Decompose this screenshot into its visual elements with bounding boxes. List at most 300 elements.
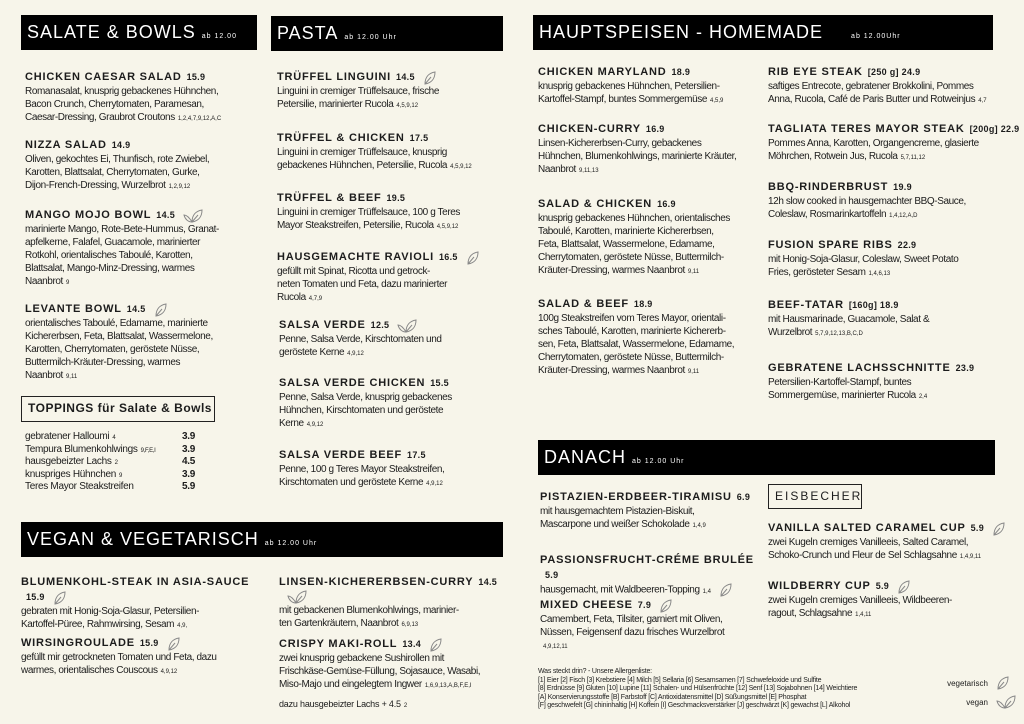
item-allergens: 1,2,9,12 (168, 184, 191, 190)
item-name: LINSEN-KICHERERBSEN-CURRY (279, 576, 474, 588)
description-text: Schoko-Crunch und Fleur de Sel Schlagsahne (768, 550, 957, 561)
item-name: MIXED CHEESE (540, 599, 633, 611)
menu-item (279, 318, 502, 361)
item-price: 14.5 (396, 72, 415, 82)
description-text: zwei Kugeln cremiges Vanilleeis, Salted Caramel, (768, 537, 969, 548)
item-description-line (540, 505, 764, 518)
item-description-line (279, 404, 502, 417)
item-description-line (25, 223, 265, 236)
item-allergens: 9,11 (687, 269, 700, 275)
item-allergens: 4,5,9,12 (436, 224, 459, 230)
item-description-line (538, 137, 764, 150)
item-allergens: 6,9,13 (401, 622, 419, 628)
description-text: sen, Feta, Blattsalat, Wassermelone, Edamame, (538, 339, 735, 350)
item-allergens: 4,7,9 (308, 296, 323, 302)
description-text: Kerne (279, 418, 304, 429)
item-price: 7.9 (637, 600, 652, 610)
item-allergens: 9,11 (687, 369, 700, 375)
item-description-line (279, 617, 514, 632)
item-price: 15.9 (186, 72, 206, 82)
item-description-line (277, 85, 502, 98)
description-text: saftiges Entrecote, gebratener Brokkolini, Pommes (768, 81, 974, 92)
description-text: Karotten, Cherrytomaten, geröstete Nüsse, (25, 344, 200, 355)
item-description-line (25, 166, 265, 179)
item-title-row (277, 70, 502, 85)
menu-item (277, 131, 502, 174)
item-allergens: 1,4,9 (692, 523, 706, 529)
item-name: TRÜFFEL LINGUINI (277, 71, 392, 83)
vegan-leaf-icon (996, 695, 1016, 709)
description-text: Anna, Rucola, Café de Paris Butter und Rotweinjus (768, 94, 976, 105)
item-description-line (768, 313, 1020, 326)
description-text: Oliven, gekochtes Ei, Thunfisch, rote Zwiebel, (25, 154, 210, 165)
description-text: Feta, Blattsalat, Wassermelone, Edamame, (538, 239, 715, 250)
legend-vegetarisch (947, 676, 1016, 690)
item-title-row (768, 361, 1020, 376)
vegetarisch-leaf-icon (53, 591, 73, 605)
item-description-line (25, 262, 265, 275)
description-text: Möhrchen, Rotwein Jus, Rucola (768, 151, 898, 162)
item-description-line (25, 153, 265, 166)
item-price: 5.9 (970, 523, 985, 533)
item-price: 14.5 (478, 577, 498, 587)
description-text: Rucola (277, 292, 306, 303)
item-name: SALAD & BEEF (538, 298, 629, 310)
menu-item (540, 553, 764, 599)
item-description-line (540, 613, 764, 626)
description-text: Bacon Crunch, Cherrytomaten, Paramesan, (25, 99, 204, 110)
item-description-line (768, 80, 1020, 93)
allergen-list (538, 668, 857, 711)
item-description-line (279, 346, 502, 361)
menu-item (768, 65, 1020, 108)
item-allergens: 4,9,12 (160, 669, 178, 675)
item-price: 6.9 (736, 492, 751, 502)
topping-row (25, 469, 215, 483)
item-allergens: 1,2,4,7,9,12,A,C (177, 116, 222, 122)
item-description-line (25, 275, 265, 290)
item-allergens: 9,11 (65, 374, 78, 380)
item-price: 18.9 (633, 299, 653, 309)
description-text: Nüssen, Feigensenf dazu frisches Wurzelbrot (540, 627, 725, 638)
item-description-line (768, 389, 1020, 404)
item-allergens: 1,6,9,13,A,B,F,E,I (424, 683, 472, 689)
topping-row (25, 481, 215, 495)
allergen-heading: Was steckt drin? - Unsere Allergenliste: (538, 668, 652, 675)
vegetarisch-leaf-icon (992, 522, 1012, 536)
menu-item (25, 70, 265, 126)
item-price: 16.5 (438, 252, 458, 262)
item-description-line (277, 219, 502, 234)
item-description-line (540, 626, 764, 639)
item-allergens: 4,9,12 (347, 351, 364, 357)
vegetarisch-leaf-icon (897, 580, 917, 594)
salate-header (21, 15, 257, 50)
description-text: Hühnchen, Kirschtomaten und geröstete (279, 405, 444, 416)
item-price: 14.9 (111, 140, 131, 150)
description-text: Linguini in cremiger Trüffelsauce, 100 g Teres (277, 207, 461, 218)
menu-item (768, 122, 1020, 165)
item-title-row (768, 65, 1020, 80)
description-text: Naanbrot (538, 164, 576, 175)
description-text: Caesar-Dressing, Graubrot Croutons (25, 112, 175, 123)
section-time: ab 12.00 Uhr (344, 34, 397, 41)
item-description-line (277, 291, 502, 306)
item-description-line (768, 376, 1020, 389)
description-text: zwei knusprig gebackene Sushirollen mit (279, 653, 445, 664)
item-description-line (768, 137, 1020, 150)
item-name: GEBRATENE LACHSSCHNITTE (768, 362, 951, 374)
item-name: CHICKEN CAESAR SALAD (25, 71, 182, 83)
item-price: [160g] 18.9 (848, 300, 899, 310)
item-extra (279, 698, 514, 713)
item-description-line (768, 253, 1020, 266)
description-text: zwei Kugeln cremiges Vanilleeis, Wildbeeren- (768, 595, 952, 606)
item-description-line (768, 536, 1020, 549)
item-allergens: 1,4,9,11 (959, 554, 982, 560)
item-description-line (538, 325, 764, 338)
description-text: Hühnchen, Blumenkohlwings, marinierte Kräuter, (538, 151, 737, 162)
item-description-line (768, 594, 1020, 607)
topping-row (25, 431, 215, 445)
section-title: SALATE & BOWLS (27, 22, 196, 42)
description-text: Buttermilch-Kräuter-Dressing, warmes (25, 357, 181, 368)
section-time: ab 12.00Uhr (851, 33, 901, 40)
description-text: apfelkerne, Falafel, Guacamole, marinierter (25, 237, 201, 248)
item-price: 14.5 (156, 210, 175, 220)
item-allergens: 1,4,6,13 (868, 271, 891, 277)
description-text: sches Taboulé, Karotten, marinierte Kichererb- (538, 326, 726, 337)
menu-item (277, 191, 502, 234)
item-title-row (538, 65, 764, 80)
item-name: MANGO MOJO BOWL (25, 209, 152, 221)
section-title: PASTA (277, 23, 339, 43)
extra-text: dazu hausgebeizter Lachs + 4.5 (279, 699, 401, 709)
item-description-line (768, 93, 1020, 108)
item-description-line (25, 236, 265, 249)
item-title-row (279, 448, 502, 463)
item-description-line (538, 312, 764, 325)
item-description-line (538, 163, 764, 178)
item-name: RIB EYE STEAK (768, 66, 863, 78)
section-time: ab 12.00 Uhr (632, 458, 685, 465)
description-text: mit Hausmarinade, Guacamole, Salat & (768, 314, 930, 325)
item-price: 15.9 (139, 638, 159, 648)
menu-item (540, 598, 764, 654)
item-title-row (25, 302, 265, 317)
item-price: [250 g] 24.9 (867, 67, 921, 77)
item-allergens: 5,7,11,12 (900, 155, 926, 161)
item-price: 16.9 (645, 124, 665, 134)
vegan-leaf-icon (397, 319, 417, 333)
item-price: 14.5 (126, 304, 146, 314)
item-description-line (21, 651, 273, 664)
item-price: 12.5 (370, 320, 390, 330)
item-description-line (21, 618, 273, 633)
toppings-title: TOPPINGS für Salate & Bowls (21, 396, 215, 422)
item-description-line (538, 364, 764, 379)
item-name: TRÜFFEL & CHICKEN (277, 132, 405, 144)
item-name: BLUMENKOHL-STEAK IN ASIA-SAUCE (21, 576, 250, 588)
item-allergens: 4,9,12 (426, 481, 443, 487)
description-text: Camembert, Feta, Tilsiter, garniert mit Oliven, (540, 614, 723, 625)
item-name: SALSA VERDE (279, 319, 366, 331)
menu-item (768, 521, 1020, 564)
item-description-line (25, 179, 265, 194)
description-text: gebraten mit Honig-Soja-Glasur, Petersilien- (21, 606, 200, 617)
item-description-line (768, 208, 1020, 223)
description-text: gefüllt mir getrockneten Tomaten und Feta, dazu (21, 652, 217, 663)
description-text: Penne, Salsa Verde, knusprig gebackenes (279, 392, 452, 403)
description-text: Mascarpone und weißer Schokolade (540, 519, 690, 530)
description-text: marinierte Mango, Rote-Bete-Hummus, Granat- (25, 224, 219, 235)
topping-name: Tempura Blumenkohlwings (25, 443, 138, 455)
menu-item (25, 302, 265, 384)
legend-vegan (966, 695, 1016, 709)
menu-item (25, 138, 265, 194)
description-text: Naanbrot (25, 370, 63, 381)
description-text: Mayor Steakstreifen, Petersilie, Rucola (277, 220, 434, 231)
item-title-row (21, 575, 273, 605)
item-price: 18.9 (671, 67, 691, 77)
danach-header (538, 440, 995, 475)
menu-item (277, 250, 502, 306)
item-price: 15.9 (26, 592, 45, 602)
description-text: ragout, Schlagsahne (768, 608, 853, 619)
extra-allergens: 2 (403, 703, 408, 709)
item-name: SALSA VERDE CHICKEN (279, 377, 426, 389)
menu-item (768, 579, 1020, 622)
item-description-line (277, 159, 502, 174)
description-text: Frischkäse-Gemüse-Füllung, Sojasauce, Wasabi, (279, 666, 481, 677)
description-text: Penne, 100 g Teres Mayor Steakstreifen, (279, 464, 445, 475)
item-description-line (279, 665, 514, 678)
topping-price: 3.9 (182, 443, 196, 455)
item-description-line (277, 278, 502, 291)
item-description-line (21, 664, 273, 679)
item-title-row (768, 298, 1020, 313)
item-description-line (279, 417, 502, 432)
item-name: NIZZA SALAD (25, 139, 107, 151)
section-title: VEGAN & VEGETARISCH (27, 529, 259, 549)
legend-label: vegan (966, 697, 988, 707)
item-description-line (768, 549, 1020, 564)
item-allergens: 2,4 (918, 394, 928, 400)
description-text: Pommes Anna, Karotten, Organgencreme, glasierte (768, 138, 979, 149)
vegan-leaf-icon (183, 209, 203, 223)
item-title-row (540, 490, 764, 505)
item-name: CRISPY MAKI-ROLL (279, 638, 398, 650)
vegetarisch-leaf-icon (466, 251, 486, 265)
allergen-line: [1] Eier [2] Fisch [3] Krebstiere [4] Milch [5] Sellaria [6] Sesamsamen [7] Schwefeloxide und Sulfite (538, 676, 822, 684)
item-title-row (768, 180, 1020, 195)
item-description-line (25, 98, 265, 111)
item-allergens: 9,11,13 (578, 168, 599, 174)
description-text: Blattsalat, Mango-Minz-Dressing, warmes (25, 263, 195, 274)
item-description-line (279, 333, 502, 346)
item-title-row (279, 376, 502, 391)
description-text: Sommergemüse, marinierter Rucola (768, 390, 916, 401)
topping-allergens: 9,F,E,I (140, 447, 156, 454)
item-allergens: 4,5,9 (710, 98, 724, 104)
item-description-line (25, 343, 265, 356)
item-description-line (538, 93, 764, 108)
item-description-line (538, 264, 764, 279)
description-text: Naanbrot (25, 276, 63, 287)
item-description-line (277, 206, 502, 219)
description-text: Wurzelbrot (768, 327, 813, 338)
item-title-row (25, 70, 265, 85)
item-title-row (279, 318, 502, 333)
description-text: Kräuter-Dressing, warmes Naanbrot (538, 265, 685, 276)
topping-allergens: 9 (119, 472, 123, 479)
legend-label: vegetarisch (947, 678, 988, 688)
menu-item (25, 208, 265, 290)
item-description-line (538, 150, 764, 163)
description-text: Petersilien-Kartoffel-Stampf, buntes (768, 377, 912, 388)
topping-allergens: 2 (114, 460, 118, 466)
item-description-line (540, 583, 764, 599)
description-text: Penne, Salsa Verde, Kirschtomaten und (279, 334, 442, 345)
hauptspeisen-header (533, 15, 993, 50)
item-name: WIRSINGROULADE (21, 637, 135, 649)
item-allergens: 4,7 (978, 98, 987, 104)
description-text: Romanasalat, knusprig gebackenes Hühnchen, (25, 86, 219, 97)
description-text: Linguini in cremiger Trüffelsauce, knusprig (277, 147, 447, 158)
item-title-row (540, 598, 764, 613)
description-text: Dijon-French-Dressing, Wurzelbrot (25, 180, 166, 191)
item-title-row (279, 637, 514, 652)
description-text: hausgemacht, mit Waldbeeren-Topping (540, 584, 700, 596)
menu-item (538, 122, 764, 178)
menu-item (768, 361, 1020, 404)
item-description-line (540, 518, 764, 533)
section-title: DANACH (544, 447, 627, 467)
item-description-line (279, 604, 514, 617)
item-description-line (25, 369, 265, 384)
item-price: 19.5 (386, 193, 406, 203)
item-price: 22.9 (897, 240, 917, 250)
topping-price: 3.9 (182, 431, 196, 442)
item-price: 15.5 (430, 378, 449, 388)
description-text: geröstete Kerne (279, 347, 345, 358)
item-name: CHICKEN-CURRY (538, 123, 641, 135)
allergen-line: [A] Konservierungsstoffe [B] Farbstoff [C] Antioxidatensmittel [D] Süßungsmittel [E] Phosphat (538, 693, 807, 701)
item-description-line (279, 652, 514, 665)
item-name: LEVANTE BOWL (25, 303, 122, 315)
description-text: warmes, orientalisches Couscous (21, 665, 158, 676)
item-title-row (540, 553, 764, 583)
item-allergens: 1,4,11 (855, 612, 872, 618)
item-title-row (277, 250, 502, 265)
topping-name: knuspriges Hühnchen (25, 468, 117, 480)
description-text: Kartoffel-Püree, Rahmwirsing, Sesam (21, 619, 175, 630)
item-title-row (277, 131, 502, 146)
description-text: Petersilie, marinierter Rucola (277, 99, 394, 110)
item-description-line (538, 338, 764, 351)
item-allergens: 4,5,9,12 (396, 103, 419, 109)
item-name: BBQ-RINDERBRUST (768, 181, 889, 193)
item-description-line (25, 356, 265, 369)
item-allergens: 1,4 (702, 588, 711, 595)
description-text: ten Gartenkräutern, Naanbrot (279, 618, 399, 629)
item-description-line (768, 266, 1020, 281)
vegetarisch-leaf-icon (423, 71, 443, 85)
item-name: TAGLIATA TERES MAYOR STEAK (768, 123, 965, 135)
vegetarisch-leaf-icon (167, 637, 187, 651)
vegan-header (21, 522, 503, 557)
item-description-line (25, 317, 265, 330)
item-description-line (768, 326, 1020, 341)
topping-price: 5.9 (182, 481, 196, 492)
item-price: 5.9 (545, 570, 559, 580)
allergen-line: [8] Erdnüsse [9] Gluten [10] Lupine [11] Schalen- und Hülsenfrüchte [12] Senf [13] Sojabohnen [14] Weichtiere (538, 685, 858, 693)
item-allergens: 4,9,12 (306, 422, 324, 428)
section-title: HAUPTSPEISEN - HOMEMADE (539, 22, 824, 42)
item-name: TRÜFFEL & BEEF (277, 192, 382, 204)
item-name: SALAD & CHICKEN (538, 198, 653, 210)
description-text: Coleslaw, Rosmarinkartoffeln (768, 209, 887, 220)
item-title-row (538, 297, 764, 312)
eisbecher-title: EISBECHER (768, 484, 862, 509)
menu-item (21, 636, 273, 679)
item-title-row (768, 122, 1020, 137)
menu-item (279, 575, 514, 632)
description-text: neten Tomaten und Feta, dazu marinierter (277, 279, 448, 290)
item-description-line (277, 265, 502, 278)
item-title-row (21, 636, 273, 651)
item-description-line (538, 80, 764, 93)
item-name: HAUSGEMACHTE RAVIOLI (277, 251, 434, 263)
item-price: 23.9 (955, 363, 975, 373)
description-text: 100g Steakstreifen vom Teres Mayor, orientali- (538, 313, 726, 324)
menu-item (540, 490, 764, 533)
description-text: mit Honig-Soja-Glasur, Coleslaw, Sweet Potato (768, 254, 959, 265)
item-allergens: 4,9,12,11 (543, 644, 568, 650)
topping-price: 4.5 (182, 456, 196, 467)
description-text: Kartoffel-Stampf, buntes Sommergemüse (538, 94, 707, 105)
section-time: ab 12.00 (201, 33, 237, 40)
item-price: 17.5 (407, 450, 426, 460)
section-time: ab 12.00 Uhr (264, 540, 318, 547)
vegetarisch-leaf-icon (429, 638, 449, 652)
item-price: [200g] 22.9 (969, 124, 1020, 134)
description-text: Kräuter-Dressing, warmes Naanbrot (538, 365, 685, 376)
topping-price: 3.9 (182, 468, 196, 480)
item-allergens: 5,7,9,12,13,B,C,D (815, 331, 863, 337)
item-title-row (768, 521, 1020, 536)
description-text: Karotten, Blattsalat, Cherrytomaten, Gurke, (25, 167, 200, 178)
item-description-line (538, 225, 764, 238)
item-price: 5.9 (875, 581, 890, 591)
description-text: orientalisches Taboulé, Edamame, marinierte (25, 318, 208, 329)
menu-item (21, 575, 273, 633)
item-description-line (25, 330, 265, 343)
topping-name: Teres Mayor Steakstreifen (25, 481, 134, 492)
description-text: gefüllt mit Spinat, Ricotta und getrock- (277, 266, 430, 277)
item-price: 17.5 (409, 133, 429, 143)
item-description-line (768, 607, 1020, 622)
menu-item (538, 197, 764, 279)
item-title-row (277, 191, 502, 206)
menu-item (768, 298, 1020, 341)
item-allergens: 1,4,12,A,D (889, 213, 918, 219)
item-name: WILDBERRY CUP (768, 580, 871, 592)
item-price: 13.4 (402, 639, 422, 649)
item-description-line (538, 251, 764, 264)
description-text: Linguini in cremiger Trüffelsauce, frische (277, 86, 439, 97)
topping-row (25, 456, 215, 470)
